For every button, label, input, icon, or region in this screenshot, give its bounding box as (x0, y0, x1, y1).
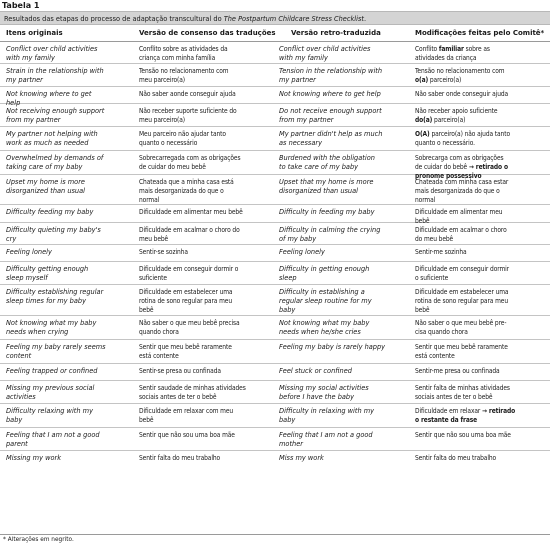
consensus-translation-cell: Não saber aonde conseguir ajuda (139, 90, 236, 98)
original-item-cell: Feeling lonely (6, 248, 52, 256)
committee-change-segment: Dificuldade em conseguir dormir o suficiente (415, 265, 510, 282)
original-item-cell: Feeling that I am not a good parent (6, 431, 100, 448)
consensus-translation-cell: Sobrecarregada com as obrigações de cuidar do meu bebê (139, 154, 241, 171)
committee-change-segment: Não receber apoio suficiente (415, 107, 498, 115)
committee-change-segment: Dificuldade em acalmar o choro do meu bebê (415, 226, 507, 243)
committee-change-bold-segment: o(a) (415, 76, 429, 84)
back-translation-cell: Conflict over child activities with my family (279, 45, 371, 62)
committee-change-segment: Dificuldade em relaxar (415, 407, 483, 415)
committee-change-cell (415, 178, 549, 205)
back-translation-cell: Difficulty in feeding my baby (279, 208, 375, 216)
consensus-translation-cell: Meu parceiro não ajudar tanto quanto o necessário (139, 130, 226, 147)
back-translation-cell: Difficulty in establishing a regular sleep routine for my baby (279, 288, 372, 314)
committee-change-segment: Sentir falta do meu trabalho (415, 454, 497, 462)
table-row (0, 316, 550, 340)
back-translation-cell: My partner didn't help as much as necessary (279, 130, 383, 147)
header-consensus-version: Versão de consenso das traduções (139, 29, 276, 37)
committee-change-cell (415, 248, 549, 257)
committee-change-segment: Sentir que não sou uma boa mãe (415, 431, 511, 439)
back-translation-cell: Not knowing what my baby needs when he/she cries (279, 319, 370, 336)
committee-change-segment: parceiro(a) (428, 76, 462, 84)
original-item-cell: Upset my home is more disorganized than usual (6, 178, 85, 195)
committee-change-cell (415, 130, 549, 148)
original-item-cell: Feeling my baby rarely seems content (6, 343, 106, 360)
back-translation-cell: Missing my social activities before I have the baby (279, 384, 369, 401)
original-item-cell: Difficulty quieting my baby's cry (6, 226, 101, 243)
consensus-translation-cell: Dificuldade em acalmar o choro do meu bebê (139, 226, 240, 243)
consensus-translation-cell: Sentir-se presa ou confinada (139, 367, 221, 375)
table-row (0, 42, 550, 64)
back-translation-cell: Feeling that I am not a good mother (279, 431, 373, 448)
committee-change-segment: Sentir que meu bebê raramente está contente (415, 343, 508, 360)
caption-prefix: Resultados das etapas do processo de adaptação transcultural do (4, 15, 224, 23)
committee-change-bold-segment: → retirado o restante da frase (415, 407, 516, 424)
table-row (0, 175, 550, 205)
committee-change-cell (415, 265, 549, 283)
back-translation-cell: Feeling my baby is rarely happy (279, 343, 386, 351)
committee-change-bold-segment: familiar (438, 45, 464, 53)
committee-change-cell (415, 90, 549, 99)
back-translation-cell: Difficulty in calming the crying of my baby (279, 226, 381, 243)
original-item-cell: Difficulty getting enough sleep myself (6, 265, 89, 282)
table-caption (0, 11, 550, 25)
committee-change-cell (415, 454, 549, 463)
committee-change-segment: Não saber o que meu bebê pre- cisa quando chora (415, 319, 507, 336)
original-item-cell: Feeling trapped or confined (6, 367, 98, 375)
back-translation-cell: Tension in the relationship with my partner (279, 67, 383, 84)
table-row (0, 428, 550, 451)
consensus-translation-cell: Não receber suporte suficiente do meu parceiro(a) (139, 107, 237, 124)
committee-change-bold-segment: do(a) (415, 116, 433, 124)
original-item-cell: Difficulty establishing regular sleep times for my baby (6, 288, 104, 305)
table-row (0, 381, 550, 404)
table-row (0, 262, 550, 285)
committee-change-segment: sobre as atividades da criança (415, 45, 490, 62)
consensus-translation-cell: Sentir que meu bebê raramente está contente (139, 343, 232, 360)
original-item-cell: Difficulty feeding my baby (6, 208, 94, 216)
back-translation-cell: Do not receive enough support from my partner (279, 107, 382, 124)
table-row (0, 364, 550, 381)
committee-change-segment: Tensão no relacionamento com (415, 67, 505, 75)
original-item-cell: Missing my previous social activities (6, 384, 95, 401)
consensus-translation-cell: Sentir que não sou uma boa mãe (139, 431, 235, 439)
committee-change-bold-segment: O(A) (415, 130, 430, 138)
back-translation-cell: Difficulty in getting enough sleep (279, 265, 370, 282)
back-translation-cell: Difficulty in relaxing with my baby (279, 407, 375, 424)
original-item-cell: Missing my work (6, 454, 62, 462)
committee-change-cell (415, 343, 549, 361)
committee-change-cell (415, 367, 549, 376)
committee-change-cell (415, 407, 549, 425)
original-item-cell: Conflict over child activities with my family (6, 45, 98, 62)
caption-suffix: . (363, 15, 367, 23)
table-row (0, 151, 550, 180)
back-translation-cell: Not knowing where to get help (279, 90, 381, 98)
table-row (0, 205, 550, 223)
original-item-cell: Not knowing where to get help (6, 90, 92, 107)
committee-change-segment: Conflito (415, 45, 439, 53)
committee-change-segment: parceiro(a) não ajuda tanto quanto o necessário. (415, 130, 510, 147)
back-translation-cell: Upset that my home is more disorganized than usual (279, 178, 374, 195)
table-row (0, 451, 550, 467)
consensus-translation-cell: Tensão no relacionamento com meu parceiro(a) (139, 67, 229, 84)
table-footnote: * Alterações em negrito. (0, 534, 550, 543)
table-row (0, 245, 550, 262)
committee-change-cell (415, 288, 549, 315)
original-item-cell: Difficulty relaxing with my baby (6, 407, 93, 424)
original-item-cell: Strain in the relationship with my partner (6, 67, 104, 84)
consensus-translation-cell: Sentir-se sozinha (139, 248, 188, 256)
consensus-translation-cell: Conflito sobre as atividades da criança com minha família (139, 45, 228, 62)
consensus-translation-cell: Dificuldade em alimentar meu bebê (139, 208, 243, 216)
table-row (0, 104, 550, 127)
table-row (0, 223, 550, 245)
committee-change-segment: Não saber onde conseguir ajuda (415, 90, 509, 98)
table-row (0, 404, 550, 428)
committee-change-segment: Chateada com minha casa estar mais desorganizada do que o normal (415, 178, 509, 204)
consensus-translation-cell: Dificuldade em relaxar com meu bebê (139, 407, 234, 424)
committee-change-cell (415, 107, 549, 125)
consensus-translation-cell: Não saber o que meu bebê precisa quando chora (139, 319, 240, 336)
committee-change-segment: Dificuldade em estabelecer uma rotina de sono regular para meu bebê (415, 288, 509, 314)
committee-change-segment: Sentir-me sozinha (415, 248, 467, 256)
back-translation-cell: Miss my work (279, 454, 324, 462)
committee-change-cell (415, 431, 549, 440)
committee-change-cell (415, 384, 549, 402)
table-row (0, 64, 550, 87)
committee-change-segment: Sobrecarga com as obrigações de cuidar do bebê (415, 154, 504, 171)
caption-title: The Postpartum Childcare Stress Checklist (223, 15, 364, 23)
committee-change-segment: parceiro(a) (432, 116, 466, 124)
table-row (0, 340, 550, 364)
committee-change-segment: Dificuldade em alimentar meu bebê (415, 208, 503, 225)
committee-change-segment: Sentir-me presa ou confinada (415, 367, 500, 375)
original-item-cell: My partner not helping with work as much as needed (6, 130, 98, 147)
table-header (0, 26, 550, 42)
committee-change-cell (415, 67, 549, 85)
original-item-cell: Not knowing what my baby needs when crying (6, 319, 97, 336)
table-row (0, 87, 550, 107)
header-committee-changes: Modificações feitas pelo Comitê* (415, 29, 545, 37)
consensus-translation-cell: Sentir falta do meu trabalho (139, 454, 221, 462)
table-label: Tabela 1 (2, 1, 40, 10)
committee-change-cell (415, 319, 549, 337)
table-row (0, 127, 550, 151)
table-row (0, 285, 550, 316)
back-translation-cell: Feel stuck or confined (279, 367, 352, 375)
consensus-translation-cell: Chateada que a minha casa está mais desorganizada do que o normal (139, 178, 234, 204)
committee-change-cell (415, 45, 549, 63)
header-original-items: Itens originais (6, 29, 63, 37)
header-back-translation: Versão retro-traduzida (291, 29, 381, 37)
committee-change-bold-segment: → retirado o pronome possessivo (415, 163, 508, 180)
committee-change-segment: Sentir falta de minhas atividades sociais antes de ter o bebê (415, 384, 510, 401)
consensus-translation-cell: Dificuldade em conseguir dormir o suficiente (139, 265, 239, 282)
back-translation-cell: Feeling lonely (279, 248, 325, 256)
original-item-cell: Overwhelmed by demands of taking care of my baby (6, 154, 104, 171)
back-translation-cell: Burdened with the obligation to take care of my baby (279, 154, 375, 171)
original-item-cell: Not receiving enough support from my partner (6, 107, 105, 124)
consensus-translation-cell: Sentir saudade de minhas atividades sociais antes de ter o bebê (139, 384, 246, 401)
consensus-translation-cell: Dificuldade em estabelecer uma rotina de sono regular para meu bebê (139, 288, 233, 314)
committee-change-cell (415, 226, 549, 244)
